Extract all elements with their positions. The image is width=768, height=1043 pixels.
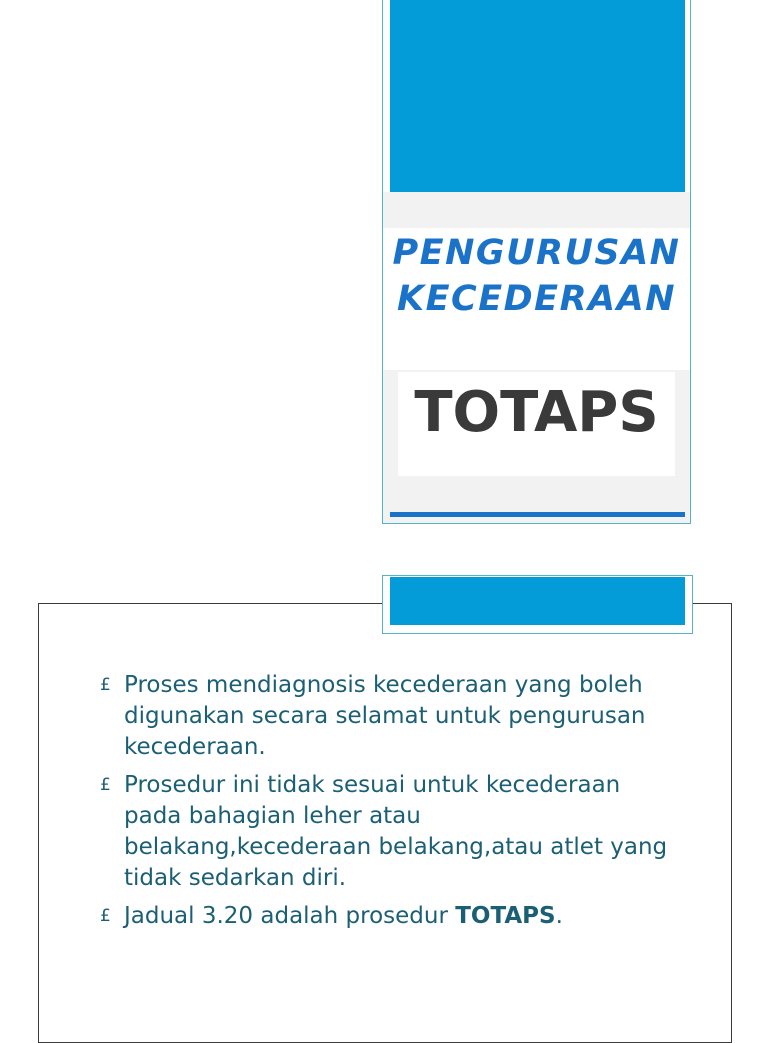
bullet-text-end: .	[555, 903, 563, 929]
bullet-icon: £	[100, 675, 111, 695]
content-accent-block	[390, 577, 685, 625]
bullet-text: Proses mendiagnosis kecederaan yang boleh digunakan secara selamat untuk pengurusan kecederaan.	[124, 672, 646, 760]
bullet-item	[100, 901, 670, 932]
bullet-icon: £	[100, 906, 111, 926]
bullet-text: Jadual 3.20 adalah prosedur	[124, 903, 456, 929]
title-grey-band	[383, 192, 690, 228]
bullet-icon: £	[100, 775, 111, 795]
title-accent-block	[390, 0, 685, 192]
bullet-text: Prosedur ini tidak sesuai untuk kecederaan pada bahagian leher atau belakang,kecederaan belakang,atau atlet yang tidak sedarkan diri.	[124, 772, 668, 891]
bullet-item	[100, 770, 670, 894]
slide-subtitle: TOTAPS	[414, 380, 659, 445]
title-accent-rule	[390, 512, 685, 517]
bullet-list	[100, 670, 670, 939]
bullet-item	[100, 670, 670, 763]
slide-title: PENGURUSAN KECEDERAAN	[392, 233, 681, 319]
bullet-bold-text: TOTAPS	[455, 903, 556, 929]
